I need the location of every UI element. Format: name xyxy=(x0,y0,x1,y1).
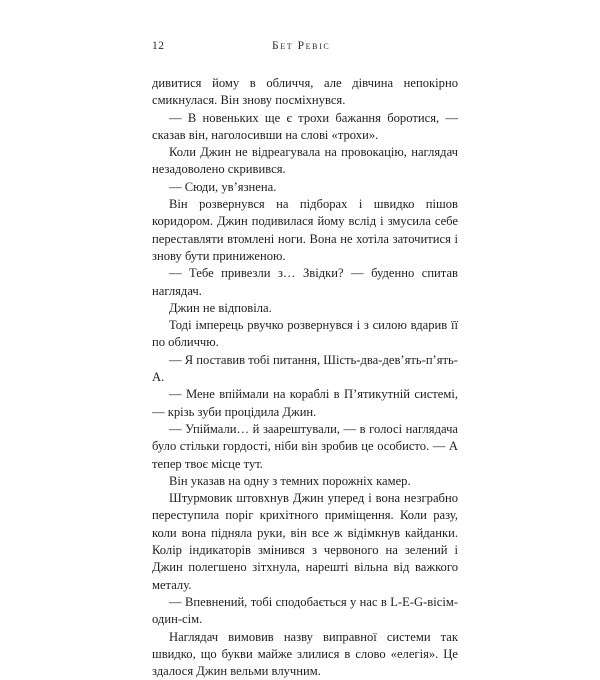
paragraph: — Я поставив тобі питання, Шість-два-дев’ять-п’ять-А. xyxy=(152,352,458,387)
paragraph: Штурмовик штовхнув Джин уперед і вона незграбно переступила поріг крихітного приміщення. Коли разу, коли вона підняла руки, він все ж відімкнув кайданки. Колір індикаторів змінився з червоного на зелений і Джин полегшено зітхнула, нарешті вільна від важкого металу. xyxy=(152,490,458,594)
paragraph: — Мене впіймали на кораблі в П’ятикутній системі, — крізь зуби процідила Джин. xyxy=(152,386,458,421)
paragraph: — В новеньких ще є трохи бажання боротися, — сказав він, наголосивши на слові «трохи». xyxy=(152,110,458,145)
paragraph: — Впевнений, тобі сподобається у нас в L-E-G-вісім-один-сім. xyxy=(152,594,458,629)
running-head xyxy=(152,40,458,56)
paragraph: Коли Джин не відреагувала на провокацію, наглядач незадоволено скривився. xyxy=(152,144,458,179)
paragraph: — Тебе привезли з… Звідки? — буденно спитав наглядач. xyxy=(152,265,458,300)
paragraph: Тоді імперець рвучко розвернувся і з силою вдарив її по обличчю. xyxy=(152,317,458,352)
body-text xyxy=(152,75,458,680)
running-title-author: Бет Ревіс xyxy=(272,40,330,52)
paragraph: — Сюди, ув’язнена. xyxy=(152,179,458,196)
paragraph: Джин не відповіла. xyxy=(152,300,458,317)
paragraph: Наглядач вимовив назву виправної системи так швидко, що букви майже злилися в слово «елегія». Це здалося Джин вельми влучним. xyxy=(152,629,458,680)
paragraph: дивитися йому в обличчя, але дівчина непокірно смикнулася. Він знову посміхнувся. xyxy=(152,75,458,110)
page-number: 12 xyxy=(152,40,165,52)
paragraph: Він указав на одну з темних порожніх камер. xyxy=(152,473,458,490)
paragraph: — Упіймали… й заарештували, — в голосі наглядача було стільки гордості, ніби він зробив це особисто. — А тепер твоє місце тут. xyxy=(152,421,458,473)
paragraph: Він розвернувся на підборах і швидко пішов коридором. Джин подивилася йому вслід і змусила себе переставляти втомлені ноги. Вона не хотіла заточитися і знову бути приниженою. xyxy=(152,196,458,265)
